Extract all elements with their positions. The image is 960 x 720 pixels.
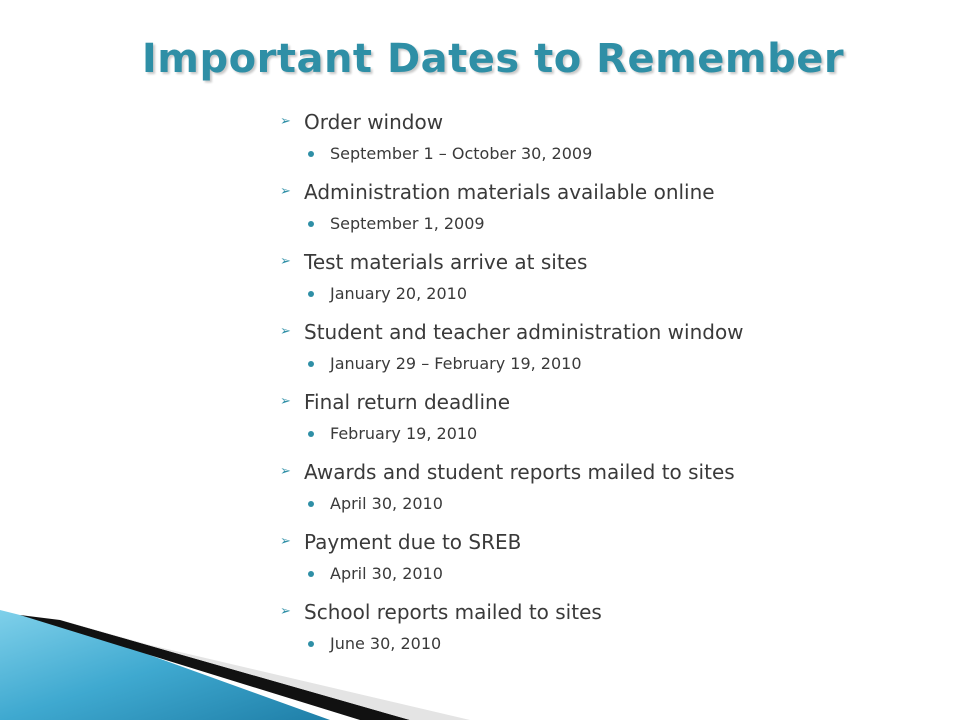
item-date: February 19, 2010 xyxy=(330,424,478,443)
dot-bullet-icon xyxy=(308,431,314,437)
item-date: June 30, 2010 xyxy=(330,634,442,653)
arrowhead-bullet-icon: ➢ xyxy=(280,324,291,339)
arrowhead-bullet-icon: ➢ xyxy=(280,464,291,479)
list-item xyxy=(280,249,800,305)
slide-title: Important Dates to Remember xyxy=(141,36,845,82)
item-date: April 30, 2010 xyxy=(330,494,443,513)
item-label: Administration materials available online xyxy=(304,180,715,204)
item-label: Student and teacher administration window xyxy=(304,320,744,344)
item-date: September 1, 2009 xyxy=(330,214,485,233)
arrowhead-bullet-icon: ➢ xyxy=(280,114,291,129)
list-item xyxy=(280,319,800,375)
item-date: September 1 – October 30, 2009 xyxy=(330,144,593,163)
corner-blue-shape xyxy=(0,610,330,720)
arrowhead-bullet-icon: ➢ xyxy=(280,254,291,269)
arrowhead-bullet-icon: ➢ xyxy=(280,604,291,619)
item-date: January 29 – February 19, 2010 xyxy=(330,354,582,373)
list-item xyxy=(280,179,800,235)
arrowhead-bullet-icon: ➢ xyxy=(280,184,291,199)
dot-bullet-icon xyxy=(308,221,314,227)
item-date: January 20, 2010 xyxy=(330,284,467,303)
item-label: Order window xyxy=(304,110,444,134)
dot-bullet-icon xyxy=(308,291,314,297)
dot-bullet-icon xyxy=(308,361,314,367)
list-item xyxy=(280,459,800,515)
item-label: Payment due to SREB xyxy=(304,530,522,554)
item-date: April 30, 2010 xyxy=(330,564,443,583)
arrowhead-bullet-icon: ➢ xyxy=(280,394,291,409)
corner-decoration xyxy=(0,590,470,720)
item-label: School reports mailed to sites xyxy=(304,600,602,624)
list-item xyxy=(280,529,800,585)
item-label: Final return deadline xyxy=(304,390,511,414)
list-item xyxy=(280,389,800,445)
dot-bullet-icon xyxy=(308,151,314,157)
dot-bullet-icon xyxy=(308,571,314,577)
date-list xyxy=(280,109,800,655)
item-label: Awards and student reports mailed to sites xyxy=(304,460,735,484)
list-item xyxy=(280,109,800,165)
arrowhead-bullet-icon: ➢ xyxy=(280,534,291,549)
item-label: Test materials arrive at sites xyxy=(304,250,588,274)
dot-bullet-icon xyxy=(308,501,314,507)
